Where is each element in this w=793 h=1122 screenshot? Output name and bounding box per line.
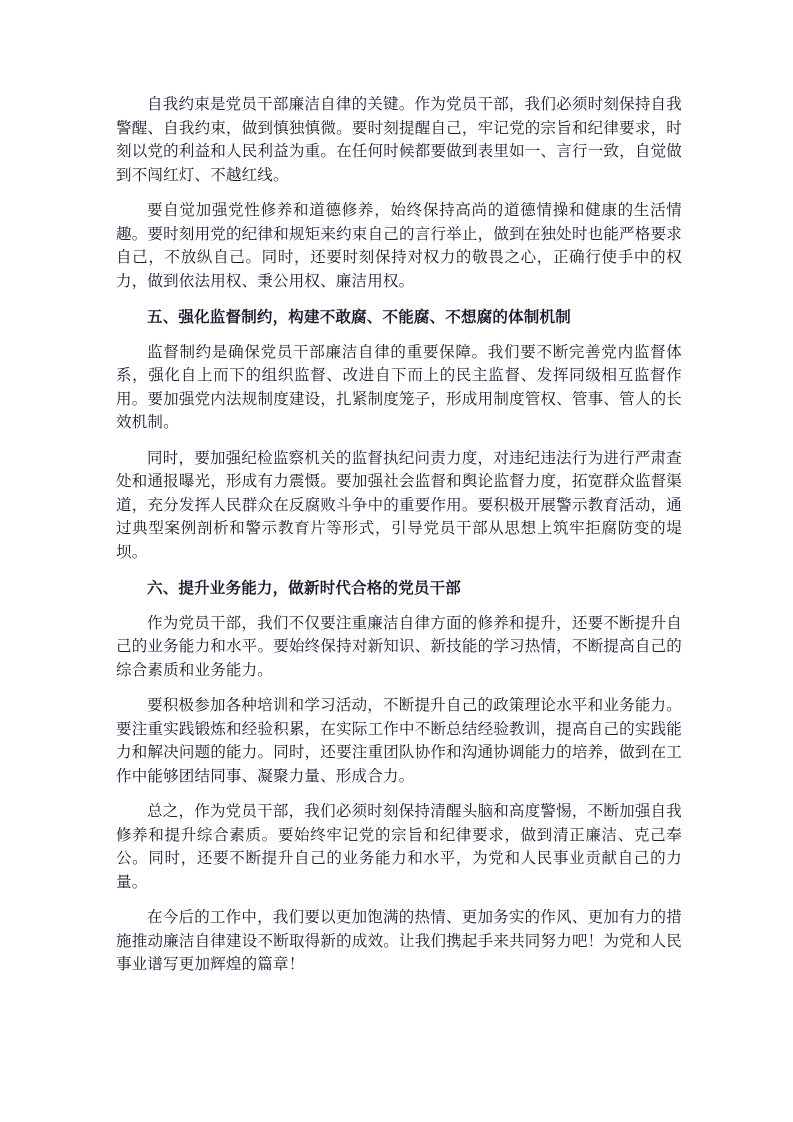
paragraph-supervision-system: 监督制约是确保党员干部廉洁自律的重要保障。我们要不断完善党内监督体系，强化自上而下的组织监督、改进自下而上的民主监督、发挥同级相互监督作用。要加强党内法规制度建设，扎紧制度笼子，形成用制度管权、管事、管人的长效机制。 [116,342,682,431]
document-body [116,93,682,989]
paragraph-training: 要积极参加各种培训和学习活动，不断提升自己的政策理论水平和业务能力。要注重实践锻炼和经验积累，在实际工作中不断总结经验教训，提高自己的实践能力和解决问题的能力。同时，还要注重团队协作和沟通协调能力的培养，做到在工作中能够团结同事、凝聚力量、形成合力。 [116,696,682,785]
paragraph-party-cultivation: 要自觉加强党性修养和道德修养，始终保持高尚的道德情操和健康的生活情趣。要时刻用党的纪律和规矩来约束自己的言行举止，做到在独处时也能严格要求自己，不放纵自己。同时，还要时刻保持对权力的敬畏之心，正确行使手中的权力，做到依法用权、秉公用权、廉洁用权。 [116,201,682,290]
section-heading-six: 六、提升业务能力，做新时代合格的党员干部 [147,578,462,597]
paragraph-self-discipline: 自我约束是党员干部廉洁自律的关键。作为党员干部，我们必须时刻保持自我警醒、自我约束，做到慎独慎微。要时刻提醒自己，牢记党的宗旨和纪律要求，时刻以党的利益和人民利益为重。在任何时候都要做到表里如一、言行一致，自觉做到不闯红灯、不越红线。 [116,95,682,184]
paragraph-discipline-inspection: 同时，要加强纪检监察机关的监督执纪问责力度，对违纪违法行为进行严肃查处和通报曝光，形成有力震慑。要加强社会监督和舆论监督力度，拓宽群众监督渠道，充分发挥人民群众在反腐败斗争中的重要作用。要积极开展警示教育活动，通过典型案例剖析和警示教育片等形式，引导党员干部从思想上筑牢拒腐防变的堤坝。 [116,448,682,561]
paragraph-conclusion: 总之，作为党员干部，我们必须时刻保持清醒头脑和高度警惕，不断加强自我修养和提升综合素质。要始终牢记党的宗旨和纪律要求，做到清正廉洁、克己奉公。同时，还要不断提升自己的业务能力和水平，为党和人民事业贡献自己的力量。 [116,802,682,891]
section-heading-five: 五、强化监督制约，构建不敢腐、不能腐、不想腐的体制机制 [147,307,571,326]
paragraph-closing: 在今后的工作中，我们要以更加饱满的热情、更加务实的作风、更加有力的措施推动廉洁自律建设不断取得新的成效。让我们携起手来共同努力吧！为党和人民事业谱写更加辉煌的篇章！ [116,908,682,973]
paragraph-business-ability: 作为党员干部，我们不仅要注重廉洁自律方面的修养和提升，还要不断提升自己的业务能力和水平。要始终保持对新知识、新技能的学习热情，不断提高自己的综合素质和业务能力。 [116,613,682,679]
